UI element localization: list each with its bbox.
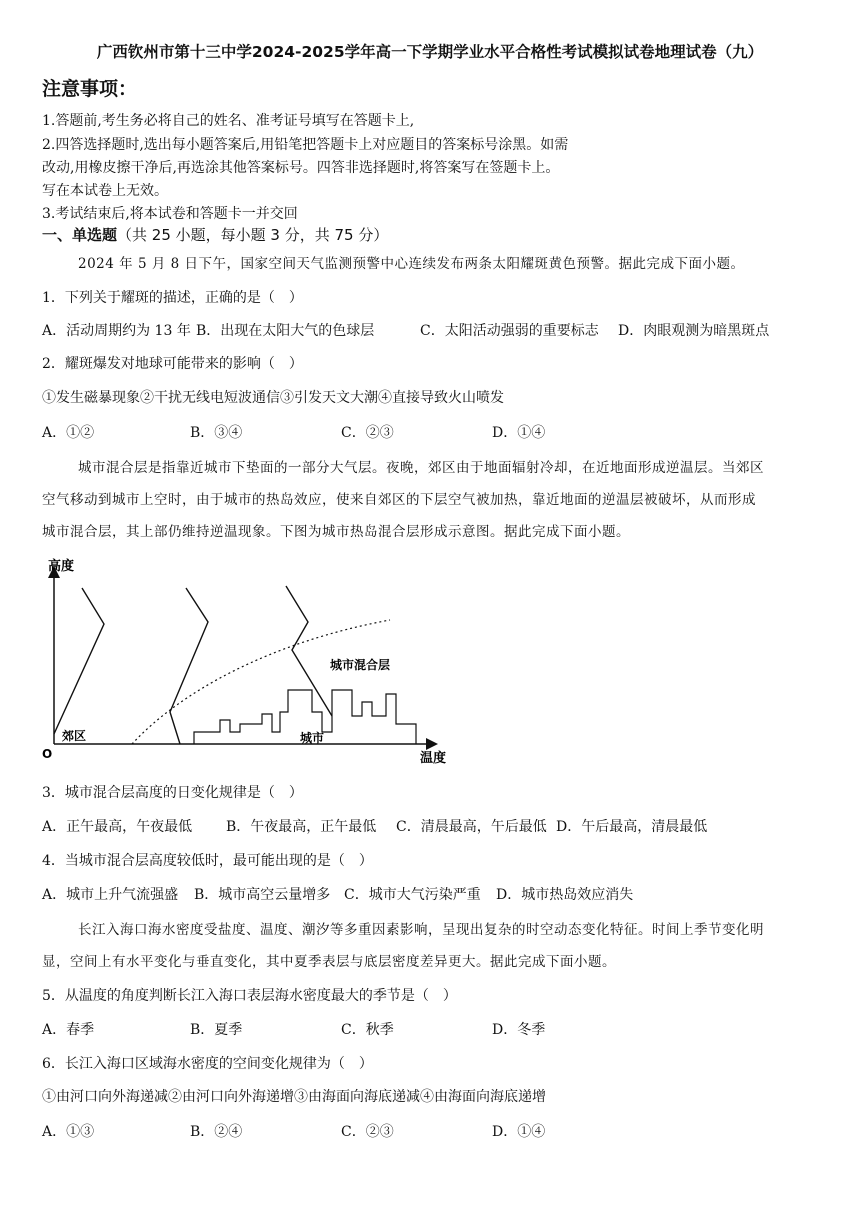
notice-line: 改动,用橡皮擦干净后,再选涂其他答案标号。四答非选择题时,将答案写在签题卡上。 bbox=[42, 160, 560, 176]
suburb-profile-line bbox=[54, 588, 104, 734]
notice-line: 2.四答选择题时,选出每小题答案后,用铅笔把答题卡上对应题目的答案标号涂黑。如需 bbox=[42, 137, 569, 153]
section-label: 一、单选题 bbox=[42, 226, 118, 244]
option-b: B．午夜最高，正午最低 bbox=[226, 819, 377, 835]
mixed-layer-boundary bbox=[132, 620, 390, 744]
option-a: A．①③ bbox=[42, 1124, 95, 1140]
notice-line: 写在本试卷上无效。 bbox=[42, 183, 168, 199]
material-text: 城市混合层，其上部仍维持逆温现象。下图为城市热岛混合层形成示意图。据此完成下面小题。 bbox=[42, 524, 630, 540]
option-c: C．清晨最高，午后最低 bbox=[396, 819, 547, 835]
option-a: A．春季 bbox=[42, 1022, 95, 1038]
question-items: ①由河口向外海递减②由河口向外海递增③由海面向海底递减④由海面向海底递增 bbox=[42, 1089, 546, 1105]
option-d: D．①④ bbox=[492, 425, 546, 441]
option-d: D．冬季 bbox=[492, 1022, 546, 1038]
question-stem: 1．下列关于耀斑的描述，正确的是（ ） bbox=[42, 290, 303, 306]
option-c: C．②③ bbox=[341, 1124, 394, 1140]
section-heading bbox=[42, 224, 388, 245]
question-stem: 6．长江入海口区域海水密度的空间变化规律为（ ） bbox=[42, 1056, 373, 1072]
notice-heading: 注意事项： bbox=[42, 78, 138, 100]
option-c: C．②③ bbox=[341, 425, 394, 441]
question-stem: 5．从温度的角度判断长江入海口表层海水密度最大的季节是（ ） bbox=[42, 988, 457, 1004]
x-axis-label: 温度 bbox=[420, 751, 447, 766]
notice-line: 3.考试结束后,将本试卷和答题卡一并交回 bbox=[42, 206, 298, 222]
section-info: （共 25 小题，每小题 3 分，共 75 分） bbox=[117, 226, 389, 244]
exam-title: 广西钦州市第十三中学2024-2025学年高一下学期学业水平合格性考试模拟试卷地理试卷（九） bbox=[96, 43, 764, 61]
transition-profile-line bbox=[170, 588, 208, 744]
question-stem: 4．当城市混合层高度较低时，最可能出现的是（ ） bbox=[42, 853, 373, 869]
option-a: A．正午最高，午夜最低 bbox=[42, 819, 193, 835]
option-a: A．活动周期约为 13 年 bbox=[42, 323, 191, 339]
option-b: B．城市高空云量增多 bbox=[194, 887, 331, 903]
option-b: B．夏季 bbox=[190, 1022, 243, 1038]
option-b: B．②④ bbox=[190, 1124, 243, 1140]
option-c: C．城市大气污染严重 bbox=[344, 887, 481, 903]
city-profile-line bbox=[286, 586, 332, 716]
option-b: B．出现在太阳大气的色球层 bbox=[196, 323, 375, 339]
option-c: C．秋季 bbox=[341, 1022, 394, 1038]
option-d: D．午后最高，清晨最低 bbox=[556, 819, 708, 835]
option-d: D．①④ bbox=[492, 1124, 546, 1140]
material-text: 2024 年 5 月 8 日下午，国家空间天气监测预警中心连续发布两条太阳耀斑黄色预警。据此完成下面小题。 bbox=[78, 256, 745, 272]
mixed-layer-diagram bbox=[40, 552, 460, 772]
option-c: C．太阳活动强弱的重要标志 bbox=[420, 323, 599, 339]
material-text: 空气移动到城市上空时，由于城市的热岛效应，使来自郊区的下层空气被加热，靠近地面的逆温层被破坏，从而形成 bbox=[42, 492, 756, 508]
option-d: D．城市热岛效应消失 bbox=[496, 887, 634, 903]
option-a: A．城市上升气流强盛 bbox=[42, 887, 179, 903]
suburb-label: 郊区 bbox=[62, 729, 87, 743]
question-stem: 3．城市混合层高度的日变化规律是（ ） bbox=[42, 785, 303, 801]
material-text: 长江入海口海水密度受盐度、温度、潮汐等多重因素影响，呈现出复杂的时空动态变化特征。时间上季节变化明 bbox=[78, 922, 764, 938]
question-items: ①发生磁暴现象②干扰无线电短波通信③引发天文大潮④直接导致火山喷发 bbox=[42, 390, 504, 406]
city-label: 城市 bbox=[300, 731, 325, 745]
y-axis-label: 高度 bbox=[48, 559, 75, 574]
origin-label: O bbox=[42, 747, 53, 761]
option-a: A．①② bbox=[42, 425, 95, 441]
option-d: D．肉眼观测为暗黑斑点 bbox=[618, 323, 770, 339]
mixed-layer-label: 城市混合层 bbox=[330, 658, 391, 672]
question-stem: 2．耀斑爆发对地球可能带来的影响（ ） bbox=[42, 356, 303, 372]
material-text: 城市混合层是指靠近城市下垫面的一部分大气层。夜晚，郊区由于地面辐射冷却，在近地面形成逆温层。当郊区 bbox=[78, 460, 764, 476]
material-text: 显，空间上有水平变化与垂直变化，其中夏季表层与底层密度差异更大。据此完成下面小题。 bbox=[42, 954, 616, 970]
notice-line: 1.答题前,考生务必将自己的姓名、准考证号填写在答题卡上, bbox=[42, 113, 415, 129]
option-b: B．③④ bbox=[190, 425, 243, 441]
